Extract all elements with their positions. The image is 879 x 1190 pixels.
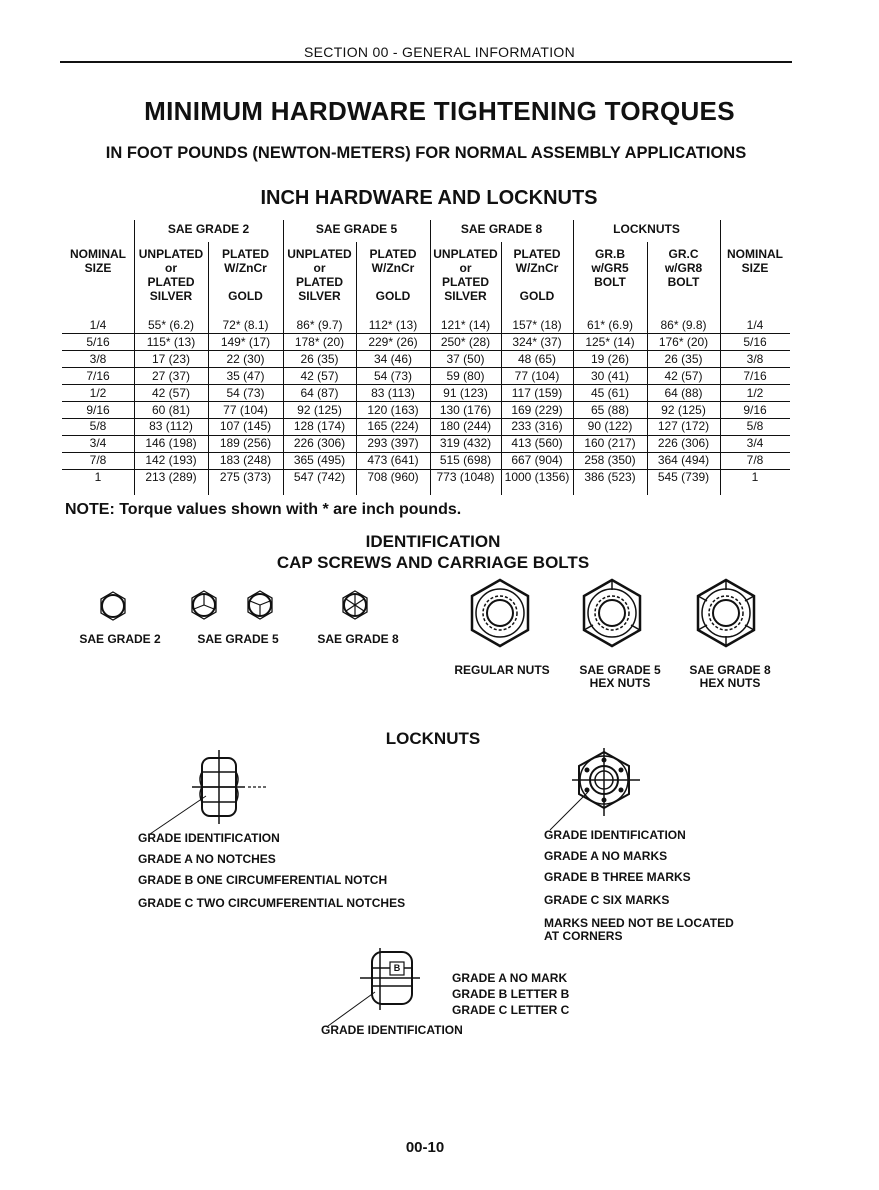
table-cell: 180 (244) bbox=[439, 419, 492, 434]
page-title: MINIMUM HARDWARE TIGHTENING TORQUES bbox=[144, 96, 735, 126]
table-cell: 121* (14) bbox=[440, 318, 491, 332]
table-cell: 5/16 bbox=[743, 334, 767, 349]
table-cell: 226 (306) bbox=[293, 436, 346, 451]
table-cell: 7/8 bbox=[746, 453, 764, 468]
column-header: or bbox=[313, 261, 326, 275]
table-cell: 26 (35) bbox=[664, 351, 703, 366]
table-cell: 1 bbox=[94, 470, 102, 485]
table-cell: 42 (57) bbox=[664, 368, 703, 383]
column-header: SILVER bbox=[298, 289, 341, 303]
table-cell: 7/8 bbox=[89, 453, 107, 468]
table-cell: 92 (125) bbox=[297, 402, 342, 417]
table-cell: 112* (13) bbox=[368, 318, 418, 332]
sae-grade-5-bolt-icon-b bbox=[245, 590, 275, 620]
column-header: BOLT bbox=[594, 275, 626, 289]
column-header: GOLD bbox=[375, 289, 411, 303]
table-cell: 48 (65) bbox=[517, 351, 557, 366]
locknut-notch-diagram bbox=[140, 750, 280, 840]
column-header: PLATED bbox=[369, 247, 417, 261]
column-header: NOMINAL bbox=[727, 247, 783, 261]
column-header: W/ZnCr bbox=[371, 261, 415, 275]
letter-b-mark: B bbox=[393, 963, 401, 973]
table-cell: 293 (397) bbox=[367, 436, 419, 451]
page-subtitle: IN FOOT POUNDS (NEWTON-METERS) FOR NORMAL ASSEMBLY APPLICATIONS bbox=[105, 144, 747, 162]
table-cell: 65 (88) bbox=[590, 402, 630, 417]
page-number: 00-10 bbox=[405, 1139, 445, 1156]
table-cell: 146 (198) bbox=[145, 436, 197, 451]
table-cell: 157* (18) bbox=[512, 318, 562, 332]
table-cell: 213 (289) bbox=[145, 470, 197, 485]
table-title: INCH HARDWARE AND LOCKNUTS bbox=[260, 187, 598, 209]
sae-grade-5-hex-nut-icon bbox=[577, 578, 647, 648]
right-marks-note: MARKS NEED NOT BE LOCATED AT CORNERS bbox=[544, 916, 734, 943]
column-header: W/ZnCr bbox=[515, 261, 559, 275]
table-cell: 125* (14) bbox=[585, 334, 635, 349]
table-cell: 83 (113) bbox=[371, 385, 415, 400]
table-cell: 319 (432) bbox=[439, 436, 492, 451]
table-cell: 35 (47) bbox=[226, 368, 265, 383]
bottom-grade-a: GRADE A NO MARK bbox=[452, 971, 568, 985]
table-cell: 42 (57) bbox=[300, 368, 339, 383]
table-cell: 324* (37) bbox=[512, 334, 562, 349]
column-header: GR.B bbox=[595, 247, 625, 261]
table-cell: 515 (698) bbox=[439, 453, 492, 468]
group-header: SAE GRADE 5 bbox=[315, 222, 398, 236]
column-header: PLATED bbox=[147, 275, 195, 289]
identification-title: IDENTIFICATION bbox=[365, 532, 501, 551]
table-cell: 37 (50) bbox=[446, 351, 485, 366]
table-cell: 19 (26) bbox=[590, 351, 630, 366]
column-header: PLATED bbox=[441, 275, 490, 289]
table-cell: 72* (8.1) bbox=[222, 318, 269, 332]
table-cell: 92 (125) bbox=[661, 402, 706, 417]
right-grade-a: GRADE A NO MARKS bbox=[544, 849, 668, 863]
table-cell: 258 (350) bbox=[584, 453, 636, 468]
table-cell: 178* (20) bbox=[294, 334, 345, 349]
column-header: GR.C bbox=[668, 247, 699, 261]
left-grade-b: GRADE B ONE CIRCUMFERENTIAL NOTCH bbox=[138, 873, 388, 887]
column-header: SILVER bbox=[444, 289, 487, 303]
nut-label-grade-5: SAE GRADE 5 HEX NUTS bbox=[579, 663, 661, 690]
column-header: w/GR5 bbox=[591, 261, 629, 275]
table-cell: 86* (9.8) bbox=[660, 318, 707, 332]
table-cell: 233 (316) bbox=[511, 419, 563, 434]
table-cell: 9/16 bbox=[86, 402, 110, 417]
table-cell: 107 (145) bbox=[219, 419, 272, 434]
column-header: BOLT bbox=[667, 275, 700, 289]
column-header: UNPLATED bbox=[433, 247, 498, 261]
column-header: UNPLATED bbox=[287, 247, 352, 261]
table-cell: 45 (61) bbox=[590, 385, 630, 400]
left-grade-a: GRADE A NO NOTCHES bbox=[138, 852, 276, 866]
table-cell: 27 (37) bbox=[151, 368, 191, 383]
bottom-grade-b: GRADE B LETTER B bbox=[452, 987, 570, 1001]
table-cell: 386 (523) bbox=[584, 470, 636, 485]
table-cell: 365 (495) bbox=[293, 453, 346, 468]
right-grade-identification: GRADE IDENTIFICATION bbox=[544, 828, 686, 842]
left-grade-identification: GRADE IDENTIFICATION bbox=[138, 831, 280, 845]
table-cell: 22 (30) bbox=[226, 351, 265, 366]
table-cell: 3/8 bbox=[746, 351, 764, 366]
table-cell: 86* (9.7) bbox=[296, 318, 343, 332]
table-cell: 176* (20) bbox=[658, 334, 709, 349]
right-grade-c: GRADE C SIX MARKS bbox=[544, 893, 670, 907]
group-header: SAE GRADE 8 bbox=[460, 222, 543, 236]
bottom-grade-c: GRADE C LETTER C bbox=[452, 1003, 570, 1017]
table-cell: 91 (123) bbox=[443, 385, 488, 400]
regular-nut-icon bbox=[465, 578, 535, 648]
section-header: SECTION 00 - GENERAL INFORMATION bbox=[304, 44, 575, 60]
table-cell: 120 (163) bbox=[367, 402, 419, 417]
table-cell: 64 (87) bbox=[300, 385, 339, 400]
nut-label-regular: REGULAR NUTS bbox=[454, 663, 550, 677]
table-cell: 117 (159) bbox=[511, 385, 563, 400]
table-cell: 64 (88) bbox=[664, 385, 703, 400]
header-rule bbox=[60, 61, 792, 63]
column-header: NOMINAL bbox=[70, 247, 126, 261]
locknut-marks-diagram bbox=[540, 748, 650, 828]
table-cell: 83 (112) bbox=[149, 419, 193, 434]
group-header: SAE GRADE 2 bbox=[167, 222, 250, 236]
table-cell: 55* (6.2) bbox=[147, 318, 195, 332]
column-header: PLATED bbox=[221, 247, 270, 261]
table-cell: 61* (6.9) bbox=[586, 318, 634, 332]
column-header: SIZE bbox=[741, 261, 769, 275]
left-grade-c: GRADE C TWO CIRCUMFERENTIAL NOTCHES bbox=[138, 896, 406, 910]
column-header: PLATED bbox=[295, 275, 344, 289]
sae-grade-8-bolt-icon bbox=[340, 590, 370, 620]
table-cell: 547 (742) bbox=[293, 470, 346, 485]
table-cell: 189 (256) bbox=[219, 436, 272, 451]
table-cell: 773 (1048) bbox=[436, 470, 495, 485]
column-header: or bbox=[459, 261, 472, 275]
bolt-label-grade-8: SAE GRADE 8 bbox=[317, 632, 399, 646]
table-cell: 128 (174) bbox=[293, 419, 346, 434]
table-cell: 30 (41) bbox=[590, 368, 630, 383]
table-cell: 42 (57) bbox=[151, 385, 191, 400]
torque-note: NOTE: Torque values shown with * are inch pounds. bbox=[65, 501, 462, 518]
bolt-label-grade-2: SAE GRADE 2 bbox=[79, 632, 161, 646]
table-cell: 708 (960) bbox=[367, 470, 419, 485]
table-cell: 34 (46) bbox=[373, 351, 413, 366]
column-header: UNPLATED bbox=[138, 247, 204, 261]
table-cell: 545 (739) bbox=[657, 470, 710, 485]
sae-grade-2-bolt-icon bbox=[98, 591, 128, 621]
table-cell: 90 (122) bbox=[587, 419, 633, 434]
table-cell: 226 (306) bbox=[657, 436, 710, 451]
table-cell: 165 (224) bbox=[367, 419, 419, 434]
table-cell: 3/8 bbox=[89, 351, 107, 366]
locknuts-title: LOCKNUTS bbox=[385, 729, 481, 748]
table-cell: 59 (80) bbox=[446, 368, 485, 383]
column-header: or bbox=[165, 261, 177, 275]
table-cell: 160 (217) bbox=[584, 436, 636, 451]
table-cell: 127 (172) bbox=[657, 419, 710, 434]
table-cell: 5/16 bbox=[86, 334, 110, 349]
table-cell: 77 (104) bbox=[223, 402, 268, 417]
bolt-label-grade-5: SAE GRADE 5 bbox=[197, 632, 279, 646]
table-cell: 9/16 bbox=[743, 402, 767, 417]
column-header: GOLD bbox=[519, 289, 555, 303]
sae-grade-5-bolt-icon-a bbox=[189, 590, 219, 620]
table-cell: 3/4 bbox=[746, 436, 764, 451]
table-cell: 413 (560) bbox=[511, 436, 563, 451]
table-cell: 250* (28) bbox=[440, 334, 491, 349]
table-cell: 667 (904) bbox=[511, 453, 563, 468]
table-cell: 54 (73) bbox=[373, 368, 413, 383]
table-cell: 17 (23) bbox=[151, 351, 191, 366]
table-cell: 54 (73) bbox=[226, 385, 265, 400]
table-cell: 77 (104) bbox=[514, 368, 560, 383]
table-cell: 1000 (1356) bbox=[504, 470, 570, 485]
table-cell: 7/16 bbox=[743, 368, 767, 383]
identification-subtitle: CAP SCREWS AND CARRIAGE BOLTS bbox=[276, 553, 590, 572]
table-cell: 1/2 bbox=[89, 385, 107, 400]
table-cell: 364 (494) bbox=[657, 453, 710, 468]
column-header: SILVER bbox=[149, 289, 193, 303]
table-cell: 26 (35) bbox=[300, 351, 339, 366]
column-header: GOLD bbox=[228, 289, 263, 303]
table-cell: 3/4 bbox=[89, 436, 107, 451]
table-cell: 275 (373) bbox=[219, 470, 272, 485]
right-grade-b: GRADE B THREE MARKS bbox=[544, 870, 691, 884]
table-cell: 7/16 bbox=[86, 368, 110, 383]
nut-label-grade-8: SAE GRADE 8 HEX NUTS bbox=[689, 663, 771, 690]
table-cell: 1/4 bbox=[89, 318, 107, 332]
table-cell: 1/4 bbox=[746, 318, 764, 332]
table-cell: 1/2 bbox=[746, 385, 764, 400]
table-cell: 115* (13) bbox=[146, 334, 196, 349]
table-cell: 1 bbox=[751, 470, 759, 485]
table-cell: 229* (26) bbox=[368, 334, 418, 349]
table-cell: 149* (17) bbox=[220, 334, 271, 349]
column-header: w/GR8 bbox=[664, 261, 703, 275]
table-cell: 5/8 bbox=[746, 419, 764, 434]
column-header: W/ZnCr bbox=[224, 261, 267, 275]
table-cell: 130 (176) bbox=[439, 402, 492, 417]
column-header: PLATED bbox=[513, 247, 561, 261]
table-cell: 473 (641) bbox=[367, 453, 419, 468]
column-header: SIZE bbox=[84, 261, 112, 275]
locknut-letter-diagram bbox=[320, 948, 430, 1028]
table-cell: 5/8 bbox=[89, 419, 107, 434]
bottom-grade-identification: GRADE IDENTIFICATION bbox=[321, 1023, 463, 1037]
table-cell: 169 (229) bbox=[511, 402, 563, 417]
table-cell: 142 (193) bbox=[145, 453, 197, 468]
group-header: LOCKNUTS bbox=[613, 222, 680, 236]
sae-grade-8-hex-nut-icon bbox=[691, 578, 761, 648]
table-cell: 183 (248) bbox=[219, 453, 272, 468]
table-cell: 60 (81) bbox=[151, 402, 191, 417]
